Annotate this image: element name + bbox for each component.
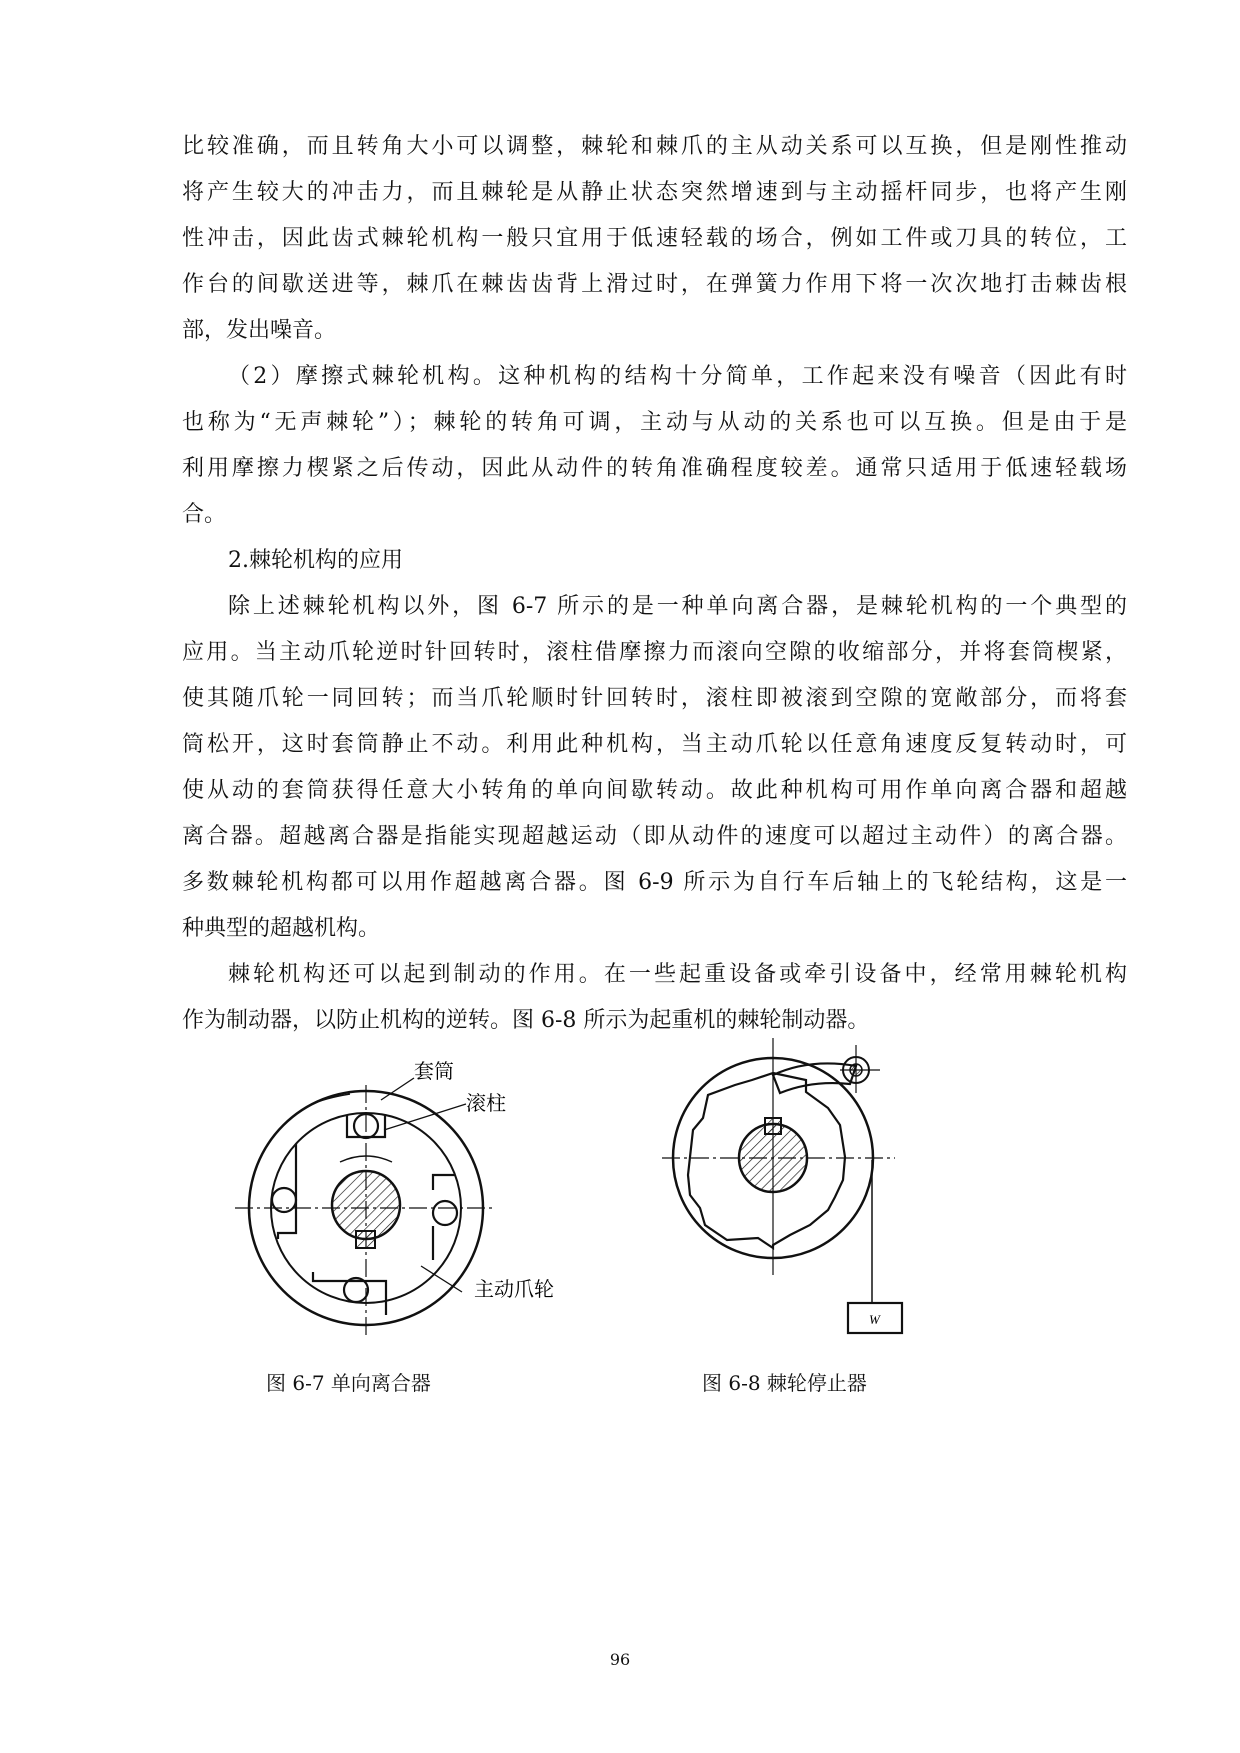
text-line: 使从动的套筒获得任意大小转角的单向间歇转动。故此种机构可用作单向离合器和超越 (182, 778, 1127, 803)
page-number: 96 (609, 1650, 631, 1669)
text-line: 利用摩擦力楔紧之后传动，因此从动件的转角准确程度较差。通常只适用于低速轻载场 (182, 456, 1127, 481)
text-line: （2）摩擦式棘轮机构。这种机构的结构十分简单，工作起来没有噪音（因此有时 (228, 364, 1127, 389)
text-line: 性冲击，因此齿式棘轮机构一般只宜用于低速轻载的场合，例如工件或刀具的转位，工 (182, 226, 1127, 251)
label-roller: 滚柱 (466, 1091, 506, 1115)
text-line: 多数棘轮机构都可以用作超越离合器。图 6-9 所示为自行车后轴上的飞轮结构，这是一 (182, 870, 1127, 895)
label-sleeve: 套筒 (414, 1059, 454, 1083)
figure-caption-6-7: 图 6-7 单向离合器 (266, 1371, 431, 1395)
text-line: 合。 (182, 502, 227, 527)
text-line: 除上述棘轮机构以外，图 6-7 所示的是一种单向离合器，是棘轮机构的一个典型的 (228, 594, 1127, 619)
one-way-clutch-diagram (235, 1078, 495, 1335)
text-line: 将产生较大的冲击力，而且棘轮是从静止状态突然增速到与主动摇杆同步，也将产生刚 (182, 180, 1127, 205)
text-line: 使其随爪轮一同回转；而当爪轮顺时针回转时，滚柱即被滚到空隙的宽敞部分，而将套 (182, 686, 1127, 711)
ratchet-stop-diagram (662, 1038, 902, 1333)
label-driving-pawl-wheel: 主动爪轮 (474, 1277, 554, 1301)
text-line: 也称为“无声棘轮”）；棘轮的转角可调，主动与从动的关系也可以互换。但是由于是 (182, 410, 1127, 435)
text-line: 应用。当主动爪轮逆时针回转时，滚柱借摩擦力而滚向空隙的收缩部分，并将套筒楔紧， (182, 640, 1127, 665)
text-line: 比较准确，而且转角大小可以调整，棘轮和棘爪的主从动关系可以互换，但是刚性推动 (182, 134, 1127, 159)
heading-text: 2.棘轮机构的应用 (228, 548, 403, 573)
text-line: 作台的间歇送进等，棘爪在棘齿齿背上滑过时，在弹簧力作用下将一次次地打击棘齿根 (182, 272, 1127, 297)
figure-caption-6-8: 图 6-8 棘轮停止器 (702, 1371, 867, 1395)
text-line: 离合器。超越离合器是指能实现超越运动（即从动件的速度可以超过主动件）的离合器。 (182, 824, 1127, 849)
text-line: 种典型的超越机构。 (182, 916, 381, 941)
text-line: 筒松开，这时套筒静止不动。利用此种机构，当主动爪轮以任意角速度反复转动时，可 (182, 732, 1127, 757)
text-line: 作为制动器，以防止机构的逆转。图 6-8 所示为起重机的棘轮制动器。 (182, 1008, 870, 1033)
weight-label: W (869, 1312, 880, 1327)
text-line: 部，发出噪音。 (182, 318, 337, 343)
text-line: 棘轮机构还可以起到制动的作用。在一些起重设备或牵引设备中，经常用棘轮机构 (228, 962, 1127, 987)
